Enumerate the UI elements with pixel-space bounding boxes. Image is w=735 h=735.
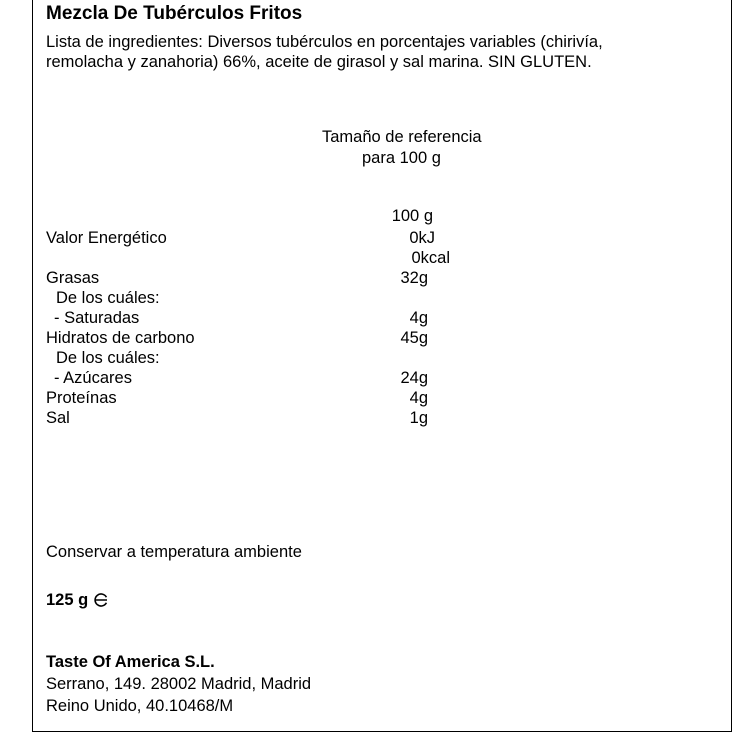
nutrition-value-energy-kj: 0kJ	[409, 229, 435, 247]
nutrition-label-carbs: Hidratos de carbono	[46, 329, 195, 347]
ingredients-line-1: Lista de ingredientes: Diversos tubérculos en porcentajes variables (chirivía,	[46, 33, 603, 51]
nutrition-value-sugars: 24g	[400, 369, 428, 387]
reference-title: Tamaño de referencia	[322, 128, 482, 146]
reference-subtitle: para 100 g	[362, 149, 441, 167]
company-name: Taste Of America S.L.	[46, 653, 215, 671]
company-address: Serrano, 149. 28002 Madrid, Madrid	[46, 675, 312, 693]
nutrition-label-energy: Valor Energético	[46, 229, 167, 247]
nutrition-value-carbs: 45g	[400, 329, 428, 347]
nutrition-label-fat: Grasas	[46, 269, 100, 287]
nutrition-value-energy-kcal: 0kcal	[411, 249, 450, 267]
estimated-sign-icon	[93, 592, 109, 613]
product-title: Mezcla De Tubérculos Fritos	[46, 3, 303, 24]
storage-instructions: Conservar a temperatura ambiente	[46, 543, 302, 561]
nutrition-column-header: 100 g	[391, 207, 433, 225]
nutrition-value-protein: 4g	[409, 389, 428, 407]
nutrition-label-saturated: - Saturadas	[54, 309, 140, 327]
company-country-registration: Reino Unido, 40.10468/M	[46, 697, 234, 715]
net-weight	[46, 590, 109, 613]
nutrition-value-salt: 1g	[409, 409, 428, 427]
ingredients-line-2: remolacha y zanahoria) 66%, aceite de girasol y sal marina. SIN GLUTEN.	[46, 53, 592, 71]
nutrition-label-of-which-1: De los cuáles:	[56, 289, 160, 307]
nutrition-label-sugars: - Azúcares	[54, 369, 132, 387]
nutrition-label-of-which-2: De los cuáles:	[56, 349, 160, 367]
net-weight-value: 125 g	[46, 591, 89, 609]
nutrition-label-salt: Sal	[46, 409, 70, 427]
nutrition-value-saturated: 4g	[409, 309, 428, 327]
nutrition-label-protein: Proteínas	[46, 389, 117, 407]
nutrition-value-fat: 32g	[400, 269, 428, 287]
